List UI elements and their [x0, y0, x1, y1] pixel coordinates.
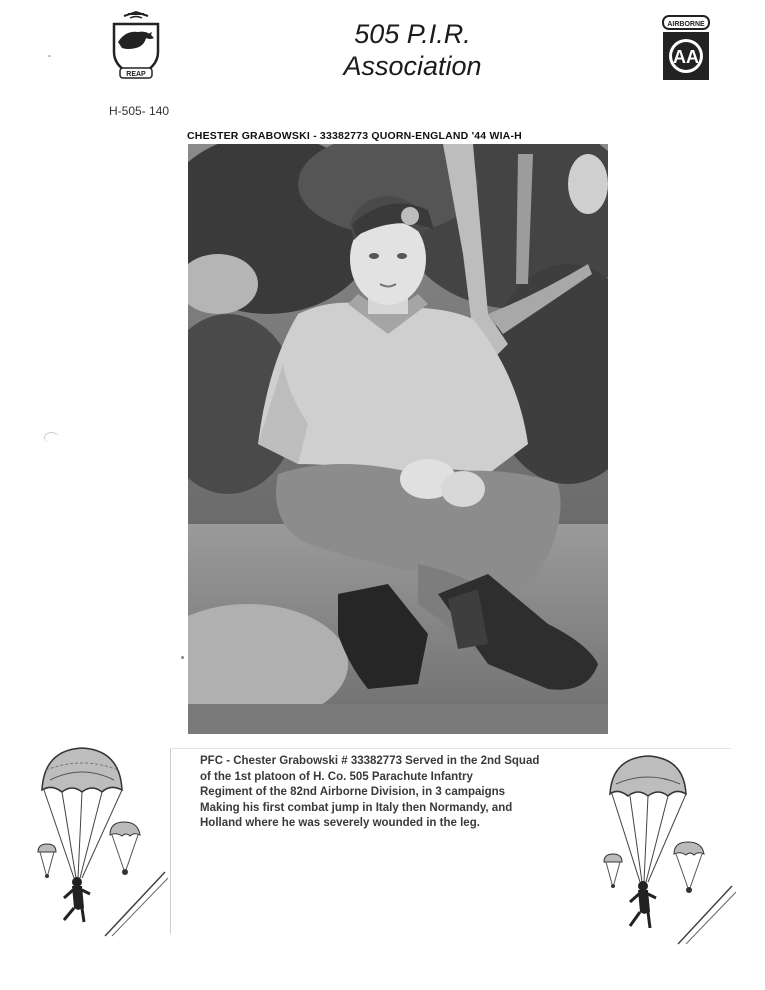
bio-line-4: Making his first combat jump in Italy then Normandy, and	[200, 801, 513, 814]
paratrooper-parachute-icon	[598, 754, 738, 949]
reference-code: H-505- 140	[109, 104, 170, 118]
patch-tab-text: AIRBORNE	[667, 21, 705, 28]
panther-crest-icon	[108, 10, 164, 82]
bio-line-5: Holland where he was severely wounded in the leg.	[200, 817, 480, 829]
title-line-2: Association	[343, 51, 482, 81]
bio-line-2: of the 1st platoon of H. Co. 505 Parachute Infantry	[200, 770, 473, 783]
title-line-1: 505 P.I.R.	[354, 19, 471, 49]
soldier-photograph	[188, 144, 608, 734]
scan-speck	[48, 55, 51, 57]
bio-line-3: Regiment of the 82nd Airborne Division, in 3 campaigns	[200, 786, 506, 798]
photo-caption: CHESTER GRABOWSKI - 33382773 QUORN-ENGLAND '44 WIA-H	[187, 130, 522, 142]
scan-speck	[181, 656, 184, 659]
airborne-aa-patch-icon	[660, 14, 712, 84]
patch-monogram: AA	[673, 47, 699, 67]
emblem-ribbon-text: REAP	[126, 71, 146, 78]
bio-line-1: PFC - Chester Grabowski # 33382773 Served in the 2nd Squad	[200, 755, 540, 767]
page-title	[300, 18, 525, 82]
paratrooper-parachute-icon	[30, 740, 170, 940]
bio-text	[200, 754, 630, 832]
scan-speck	[44, 432, 59, 443]
